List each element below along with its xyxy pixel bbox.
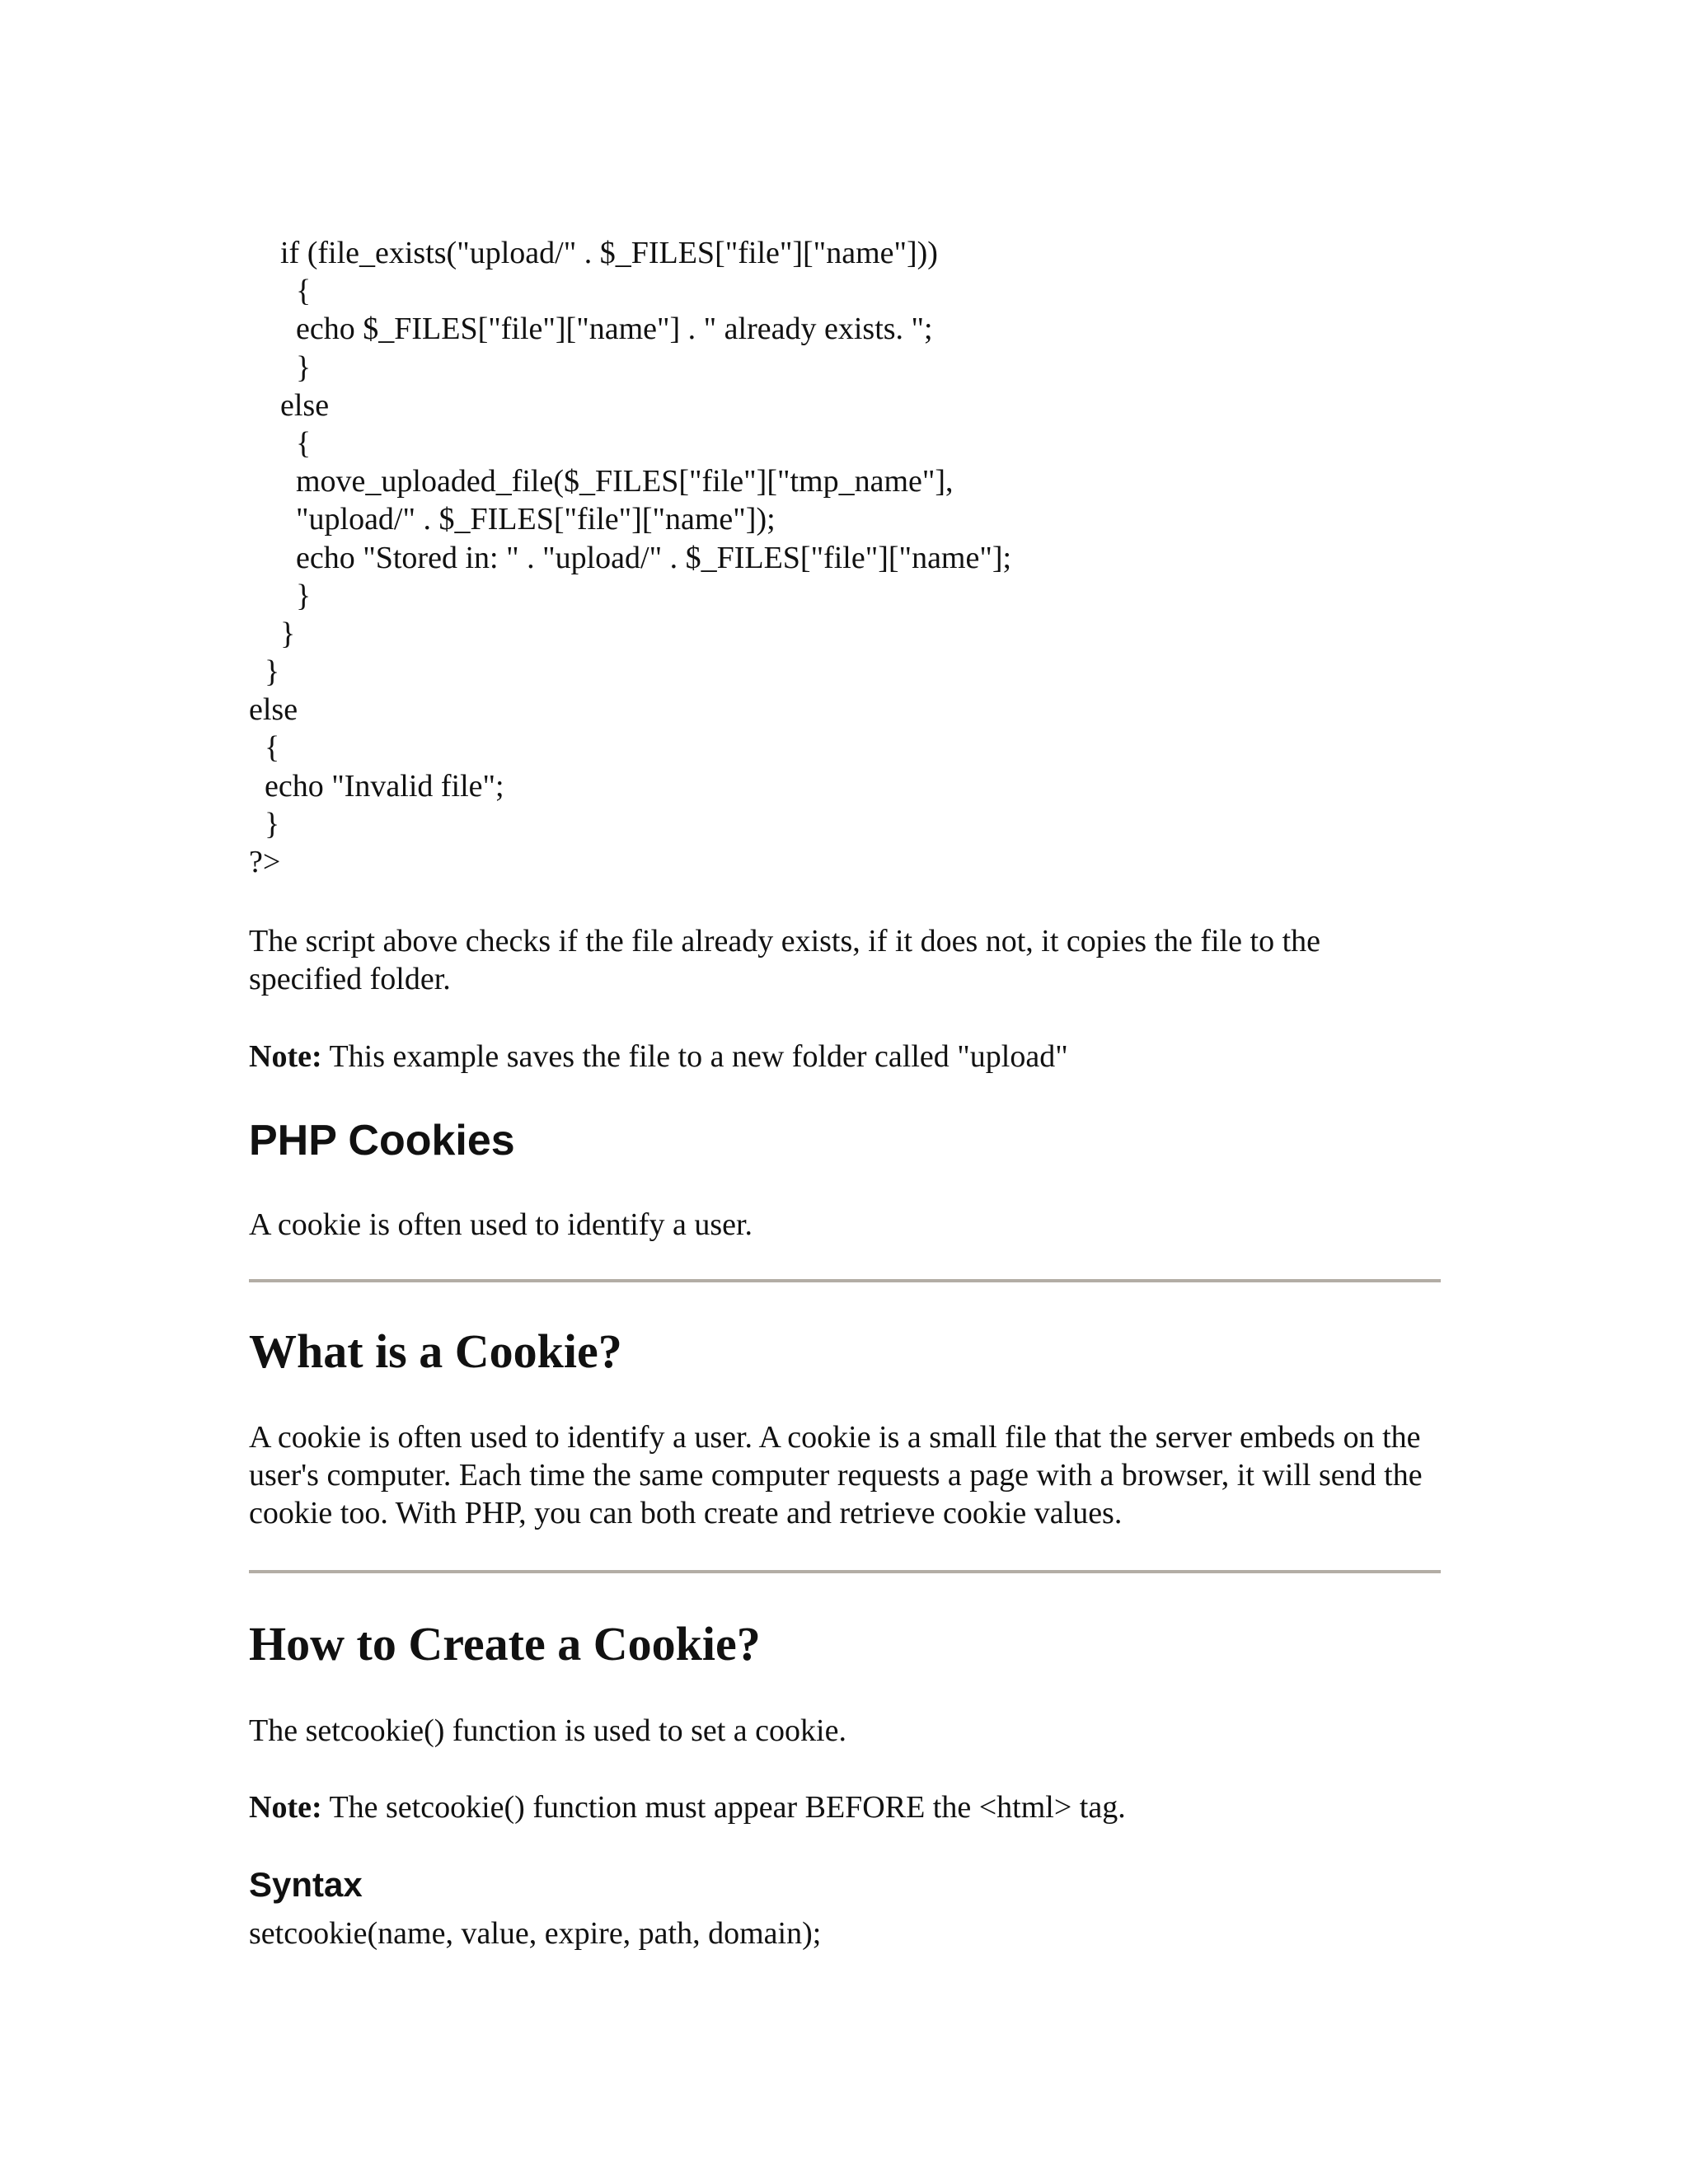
- section-heading-php-cookies: PHP Cookies: [249, 1117, 515, 1165]
- code-line: move_uploaded_file($_FILES["file"]["tmp_name"],: [249, 464, 954, 499]
- code-line: }: [249, 616, 296, 651]
- code-line: echo "Invalid file";: [249, 768, 504, 804]
- note-label: Note:: [249, 1790, 322, 1825]
- code-line: else: [249, 692, 298, 728]
- code-block: [249, 234, 1011, 881]
- code-line: {: [249, 425, 312, 461]
- code-line: }: [249, 806, 280, 841]
- code-line: {: [249, 730, 280, 766]
- note-label: Note:: [249, 1039, 322, 1074]
- what-is-body: A cookie is often used to identify a user. A cookie is a small file that the server embeds on the user's computer. Each time the same computer requests a page with a browser, it will send the cookie too. With PHP, you can both create and retrieve cookie values.: [249, 1420, 1423, 1530]
- syntax-heading: Syntax: [249, 1865, 363, 1904]
- section-heading-how-to: How to Create a Cookie?: [249, 1617, 761, 1671]
- code-line: }: [249, 349, 312, 385]
- document-page: [249, 0, 1441, 2184]
- upload-explanation: The script above checks if the file already exists, if it does not, it copies the file to the specified folder.: [249, 924, 1321, 996]
- cookies-intro: A cookie is often used to identify a user.: [249, 1207, 753, 1242]
- code-line: {: [249, 274, 312, 309]
- upload-note: [249, 1038, 1441, 1076]
- code-line: if (file_exists("upload/" . $_FILES["file"]["name"])): [249, 236, 938, 270]
- note-text: This example saves the file to a new folder called "upload": [321, 1039, 1068, 1074]
- horizontal-divider: [249, 1279, 1441, 1282]
- syntax-code: setcookie(name, value, expire, path, domain);: [249, 1916, 822, 1951]
- code-line: echo $_FILES["file"]["name"] . " already exists. ";: [249, 312, 933, 347]
- note-text: The setcookie() function must appear BEFORE the <html> tag.: [321, 1790, 1126, 1825]
- code-line: echo "Stored in: " . "upload/" . $_FILES["file"]["name"];: [249, 540, 1012, 575]
- code-line: }: [249, 578, 312, 613]
- section-heading-what-is: What is a Cookie?: [249, 1324, 622, 1378]
- horizontal-divider: [249, 1570, 1441, 1573]
- code-line: else: [249, 387, 330, 423]
- code-line: }: [249, 654, 280, 690]
- how-to-body: The setcookie() function is used to set a cookie.: [249, 1713, 846, 1748]
- how-to-note: [249, 1788, 1441, 1826]
- code-line: ?>: [249, 845, 281, 879]
- code-line: "upload/" . $_FILES["file"]["name"]);: [249, 502, 776, 537]
